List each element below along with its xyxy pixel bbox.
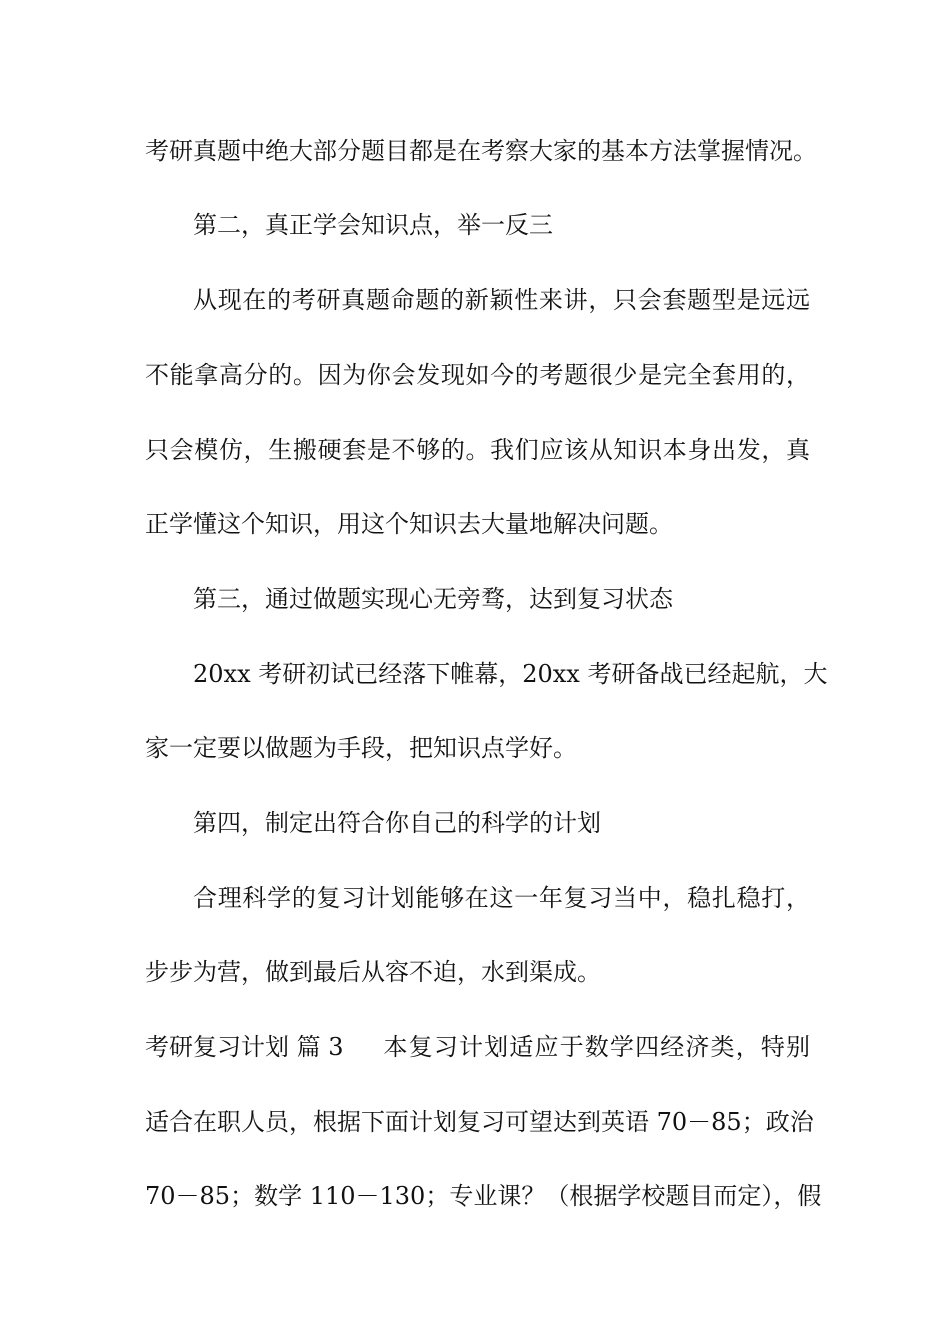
paragraph-line: 步步为营，做到最后从容不迫，水到渠成。 xyxy=(145,958,601,986)
paragraph-line: 正学懂这个知识，用这个知识去大量地解决问题。 xyxy=(145,510,673,538)
paragraph-line: 合理科学的复习计划能够在这一年复习当中，稳扎稳打， xyxy=(193,884,810,912)
paragraph-line: 考研真题中绝大部分题目都是在考察大家的基本方法掌握情况。 xyxy=(145,137,817,165)
section-heading: 第二，真正学会知识点，举一反三 xyxy=(193,211,553,239)
paragraph-text: 本复习计划适应于数学四经济类，特别 xyxy=(383,1033,812,1061)
paragraph-line: 只会模仿，生搬硬套是不够的。我们应该从知识本身出发，真 xyxy=(145,436,810,464)
section-heading: 第四，制定出符合你自己的科学的计划 xyxy=(193,809,601,837)
paragraph-line: 家一定要以做题为手段，把知识点学好。 xyxy=(145,734,577,762)
paragraph-line: 20xx 考研初试已经落下帷幕，20xx 考研备战已经起航，大 xyxy=(193,660,828,688)
section-heading: 第三，通过做题实现心无旁骛，达到复习状态 xyxy=(193,585,673,613)
paragraph-line: 适合在职人员，根据下面计划复习可望达到英语 70－85；政治 xyxy=(145,1108,814,1136)
paragraph-line xyxy=(145,1027,810,1067)
paragraph-line: 不能拿高分的。因为你会发现如今的考题很少是完全套用的， xyxy=(145,361,810,389)
paragraph-line: 70－85；数学 110－130；专业课？（根据学校题目而定），假 xyxy=(145,1182,822,1210)
paragraph-line: 从现在的考研真题命题的新颖性来讲，只会套题型是远远 xyxy=(193,286,810,314)
article-title: 考研复习计划 篇 3 xyxy=(145,1033,344,1061)
